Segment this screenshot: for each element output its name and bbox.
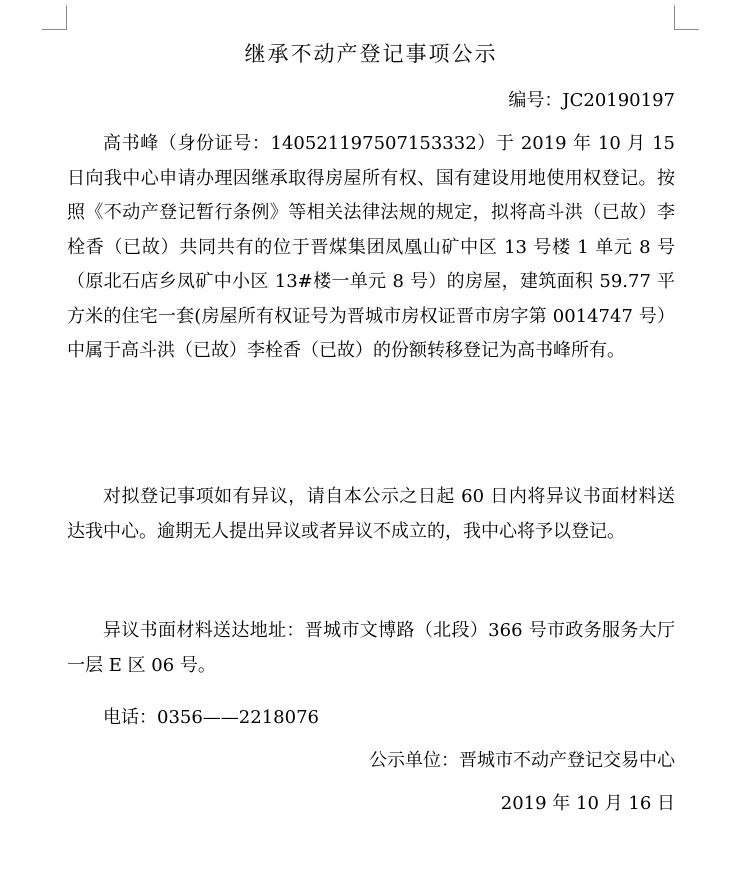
paragraph-application: 高书峰（身份证号：140521197507153332）于 2019 年 10 月 15 日向我中心申请办理因继承取得房屋所有权、国有建设用地使用权登记。按照《不动产登记暂行条例》等相关法律法规的规定，拟将高斗洪（已故）李栓香（已故）共同共有的位于晋煤集团凤凰山矿中区 13 号楼 1 单元 8 号（原北石店乡凤矿中小区 13#楼一单元 8 号）的房屋，建筑面积 59.77 平方米的住宅一套(房屋所有权证号为晋城市房权证晋市房字第 0014747 号）中属于高斗洪（已故）李栓香（已故）的份额转移登记为高书峰所有。 bbox=[67, 133, 675, 361]
document-number: 编号：JC20190197 bbox=[508, 90, 675, 111]
document-title: 继承不动产登记事项公示 bbox=[244, 42, 498, 66]
page-corner-mark-top-right bbox=[674, 5, 699, 30]
paragraph-objection-address: 异议书面材料送达地址：晋城市文博路（北段）366 号市政务服务大厅一层 E 区 06 号。 bbox=[67, 620, 675, 676]
issuing-unit: 公示单位：晋城市不动产登记交易中心 bbox=[369, 750, 675, 771]
paragraph-objection-notice: 对拟登记事项如有异议，请自本公示之日起 60 日内将异议书面材料送达我中心。逾期无人提出异议或者异议不成立的，我中心将予以登记。 bbox=[67, 486, 675, 542]
issue-date: 2019 年 10 月 16 日 bbox=[500, 793, 675, 814]
page-corner-mark-top-left bbox=[42, 5, 67, 30]
paragraph-phone: 电话：0356——2218076 bbox=[103, 707, 319, 728]
